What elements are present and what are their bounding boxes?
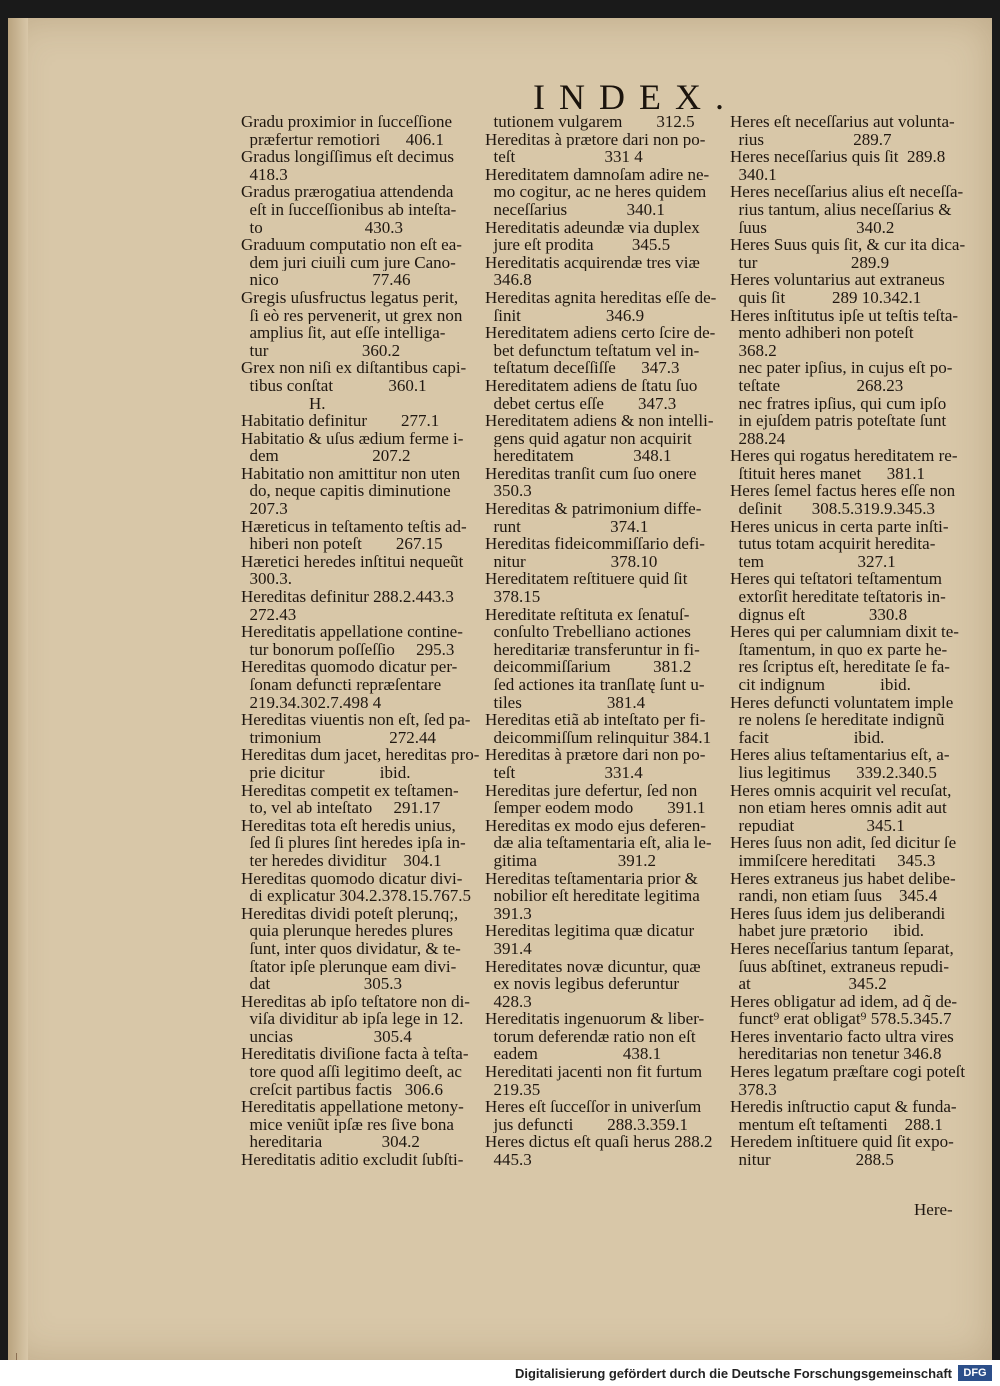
index-line: Hereditatis diviſione facta à teſta- [241,1045,469,1064]
index-line: nec fratres ipſius, qui cum ipſo [730,394,947,413]
index-line: 445.3 [485,1151,532,1169]
index-line: runt 374.1 [485,517,649,536]
index-line: hereditatem 348.1 [485,447,672,465]
index-line: Hereditas ab ipſo teſtatore non di- [241,992,470,1011]
index-line: Gradus longiſſimus eſt decimus [241,148,454,166]
index-line: Hereditati jacenti non fit furtum [485,1063,703,1081]
funding-note: Digitalisierung gefördert durch die Deutsche Forschungsgemeinschaft [514,1366,952,1381]
index-line: nitur 378.10 [485,552,658,571]
index-line: hiberi non poteſt 267.15 [241,535,443,553]
index-line: viſa dividitur ab ipſa lege in 12. [241,1010,464,1028]
index-line: quis ſit 289 10.342.1 [730,288,922,307]
index-line: Heres qui rogatus hereditatem re- [730,447,958,465]
index-line: Hereditas dum jacet, hereditas pro- [241,746,480,764]
index-line: H. [241,394,326,413]
index-line: Heres Suus quis ſit, & cur ita dica- [730,236,966,254]
index-line: Hereditas & patrimonium diffe- [485,500,702,518]
index-line: prie dicitur ibid. [241,763,411,782]
index-line: Habitatio & uſus ædium ferme i- [241,429,464,448]
index-line: ſed actiones ita tranſlatę ſunt u- [485,676,705,694]
index-line: Hereditas definitur 288.2.443.3 [241,588,454,606]
index-line: Heres qui teſtatori teſtamentum [730,570,942,589]
index-line: dem juri ciuili cum jure Cano- [241,253,456,272]
index-line: Hereditates novæ dicuntur, quæ [485,957,701,976]
index-line: res ſcriptus eſt, hereditate ſe fa- [730,658,950,676]
index-line: Heres voluntarius aut extraneus [730,271,945,289]
index-line: nobilior eſt hereditate legitima [485,887,700,905]
index-line: Hereditatem damnoſam adire ne- [485,165,710,184]
page-edge [8,18,28,1360]
index-line: nitur 288.5 [730,1151,894,1169]
index-line: conſulto Trebelliano actiones [485,623,691,641]
index-line: habet jure prætorio ibid. [730,922,925,940]
index-line: ſtator ipſe plerunque eam divi- [241,957,457,976]
index-line: cit indignum ibid. [730,676,911,694]
index-line: Gradus prærogatiua attendenda [241,183,454,201]
index-line: dæ alia teſtamentaria eſt, alia le- [485,834,712,852]
index-line: Hereditas agnita hereditas eſſe de- [485,288,717,307]
index-line: Heres dictus eſt quaſi herus 288.2 [485,1133,713,1152]
index-line: trimonium 272.44 [241,728,437,747]
index-line: Hereditas tranſit cum ſuo onere [485,464,697,483]
index-line: Hereditate reſtituta ex ſenatuſ- [485,605,690,624]
index-line: ſemper eodem modo 391.1 [485,799,706,817]
index-line: repudiat 345.1 [730,816,905,835]
index-line: jure eſt prodita 345.5 [485,236,671,254]
index-line: 300.3. [241,570,292,589]
index-line: extorſit hereditate teſtatoris in- [730,588,946,606]
index-line: Hereditas fideicommiſſario defi- [485,535,705,553]
index-column-2 [485,113,730,1169]
index-line: Heres omnis acquirit vel recuſat, [730,781,952,800]
index-line: Heres extraneus jus habet delibe- [730,869,956,888]
index-line: funct⁹ erat obligat⁹ 578.5.345.7 [730,1010,952,1028]
index-line: facit ibid. [730,728,885,747]
index-line: Hereditatem reſtituere quid ſit [485,570,688,589]
index-line: nec pater ipſius, in cujus eſt po- [730,359,953,377]
index-line: eadem 438.1 [485,1045,662,1064]
index-line: teſt 331.4 [485,763,643,782]
index-line: mice veniũt ipſæ res ſive bona [241,1115,454,1134]
index-line: neceſſarius 340.1 [485,200,665,219]
index-line: mentum eſt teſtamenti 288.1 [730,1115,943,1134]
index-line: Heres eſt ſucceſſor in univerſum [485,1098,702,1116]
index-line: Hereditas quomodo dicatur per- [241,658,458,676]
index-line: Hereditas à prætore dari non po- [485,130,706,149]
index-line: Hereditatis adeundæ via duplex [485,218,700,237]
index-line: tur 289.9 [730,253,890,272]
index-line: Heres obligatur ad idem, ad q̃ de- [730,992,958,1011]
index-line: ſuus abſtinet, extraneus repudi- [730,957,950,976]
index-line: 207.3 [241,500,288,518]
index-line: 418.3 [241,165,288,184]
index-line: quia plerunque heredes plures [241,922,453,940]
index-line: immiſcere hereditati 345.3 [730,851,936,870]
index-line: Heres qui per calumniam dixit te- [730,623,959,641]
index-column-3 [730,113,985,1169]
index-line: ſtituit heres manet 381.1 [730,464,925,483]
index-line: bet defunctum teſtatum vel in- [485,341,700,360]
digitization-footer [0,1360,1000,1386]
index-line: 378.3 [730,1080,777,1099]
index-line: uncias 305.4 [241,1027,412,1046]
index-line: 346.8 [485,271,532,289]
index-line: Hæreticus in teſtamento teſtis ad- [241,517,467,536]
index-line: 391.3 [485,904,532,923]
index-line: Hereditas legitima quæ dicatur [485,922,695,940]
index-line: tur 360.2 [241,341,401,360]
index-line: Heres defuncti voluntatem imple [730,693,954,712]
index-line: tutionem vulgarem 312.5 [485,113,695,131]
running-head: INDEX. [533,77,738,117]
index-line: ſinit 346.9 [485,306,645,325]
index-line: Heres inventario facto ultra vires [730,1027,954,1046]
index-line: Hereditatis ingenuorum & liber- [485,1010,705,1028]
index-line: 219.34.302.7.498 4 [241,693,382,712]
index-line: 350.3 [485,482,532,501]
index-line: Graduum computatio non eſt ea- [241,236,462,254]
catchword: Here- [914,1200,953,1219]
index-line: Heres inſtitutus ipſe ut teſtis teſta- [730,306,959,325]
index-line: deſinit 308.5.319.9.345.3 [730,500,935,518]
index-line: 378.15 [485,588,541,606]
index-line: torum deferendæ ratio non eſt [485,1027,696,1046]
dfg-logo: DFG [958,1365,992,1381]
index-line: Habitatio non amittitur non uten [241,464,461,483]
index-line: Heres neceſſarius alius eſt neceſſa- [730,183,964,201]
index-line: Heres legatum præſtare cogi poteſt [730,1063,966,1081]
index-line: gens quid agatur non acquirit [485,429,692,448]
index-line: Grex non niſi ex diſtantibus capi- [241,359,467,377]
index-line: ſunt, inter quos dividatur, & te- [241,939,461,958]
index-line: hereditaria 304.2 [241,1133,420,1152]
index-line: ſtamentum, in quo ex parte he- [730,640,948,659]
index-line: Hereditas tota eſt heredis unius, [241,816,456,835]
index-line: 368.2 [730,341,777,360]
index-line: Hereditas à prætore dari non po- [485,746,706,764]
index-line: ſi eò res pervenerit, ut grex non [241,306,463,325]
index-line: dat 305.3 [241,975,403,993]
index-line: tore quod aſſi legitimo deeſt, ac [241,1063,462,1081]
index-line: Hereditatem adiens de ſtatu ſuo [485,376,698,395]
index-line: in ejuſdem patris poteſtate ſunt [730,412,947,430]
index-line: to 430.3 [241,218,403,237]
index-line: ſuus 340.2 [730,218,895,237]
index-line: teſt 331 4 [485,148,643,166]
index-line: Hereditatis appellatione metony- [241,1098,464,1116]
index-line: at 345.2 [730,975,887,993]
index-line: Heres ſemel factus heres eſſe non [730,482,956,501]
index-line: to, vel ab inteſtato 291.17 [241,799,441,817]
index-line: teſtatum deceſſiſſe 347.3 [485,359,680,377]
index-line: rius 289.7 [730,130,892,149]
index-line: ſonam defuncti repræſentare [241,676,442,694]
index-line: do, neque capitis diminutione [241,482,451,501]
index-line: randi, non etiam ſuus 345.4 [730,887,938,905]
index-line: re nolens ſe hereditate indignũ [730,711,945,729]
index-line: Hereditas teſtamentaria prior & [485,869,698,888]
index-line: ex novis legibus deferuntur [485,975,680,993]
index-line: 288.24 [730,429,786,448]
index-line: mento adhiberi non poteſt [730,324,914,342]
index-line: 428.3 [485,992,532,1011]
index-line: Heres eſt neceſſarius aut volunta- [730,113,955,131]
index-line: eſt in ſucceſſionibus ab inteſta- [241,200,457,219]
index-line: Hereditas jure defertur, ſed non [485,781,698,800]
index-line: amplius ſit, aut eſſe intelliga- [241,324,446,342]
index-line: Hereditatis aditio excludit ſubſti- [241,1151,464,1169]
index-line: lius legitimus 339.2.340.5 [730,763,937,782]
index-line: hereditarias non tenetur 346.8 [730,1045,942,1064]
index-line: Gregis uſusfructus legatus perit, [241,288,459,307]
index-line: ſed ſi plures ſint heredes ipſa in- [241,834,466,852]
index-line: deicommiſſum relinquitur 384.1 [485,728,712,747]
index-line: 340.1 [730,165,777,184]
index-line: 219.35 [485,1080,541,1099]
index-line: creſcit partibus factis 306.6 [241,1080,444,1099]
index-line: Hereditatem adiens certo ſcire de- [485,324,716,342]
index-line: di explicatur 304.2.378.15.767.5 [241,887,471,905]
index-line: dem 207.2 [241,447,411,465]
book-page [8,18,992,1360]
index-column-1 [241,113,486,1169]
index-line: tibus conſtat 360.1 [241,376,427,395]
index-line: Hereditas ex modo ejus deferen- [485,816,706,835]
index-line: Hereditas etiã ab inteſtato per fi- [485,711,706,729]
index-line: Hereditatem adiens & non intelli- [485,412,714,430]
index-line: rius tantum, alius neceſſarius & [730,200,952,219]
index-line: Heres unicus in certa parte inſti- [730,517,949,536]
index-line: Gradu proximior in ſucceſſione [241,113,453,131]
index-line: Heres ſuus idem jus deliberandi [730,904,946,923]
index-line: tur bonorum poſſeſſio 295.3 [241,640,455,659]
index-line: Hereditatis appellatione contine- [241,623,463,641]
index-line: Hereditas viuentis non eſt, ſed pa- [241,711,471,729]
index-line: præfertur remotiori 406.1 [241,130,445,149]
index-line: Hereditas competit ex teſtamen- [241,781,459,800]
index-line: debet certus eſſe 347.3 [485,394,677,413]
index-line: Hereditas quomodo dicatur divi- [241,869,463,888]
index-line: Heres ſuus non adit, ſed dicitur ſe [730,834,957,852]
index-line: Hæretici heredes inſtitui nequeũt [241,552,464,571]
index-line: Habitatio definitur 277.1 [241,412,440,430]
index-line: Heres neceſſarius tantum ſeparat, [730,939,954,958]
index-line: 272.43 [241,605,297,624]
index-line: hereditariæ transferuntur in fi- [485,640,700,659]
index-line: dignus eſt 330.8 [730,605,908,624]
index-line: 391.4 [485,939,532,958]
index-line: gitima 391.2 [485,851,656,870]
index-line: Heredis inſtructio caput & funda- [730,1098,957,1116]
index-line: Heres alius teſtamentarius eſt, a- [730,746,950,764]
index-line: tiles 381.4 [485,693,646,712]
index-line: Hereditatis acquirendæ tres viæ [485,253,700,272]
index-line: nico 77.46 [241,271,411,289]
index-line: tem 327.1 [730,552,896,571]
index-line: jus defuncti 288.3.359.1 [485,1115,689,1134]
index-line: non etiam heres omnis adit aut [730,799,947,817]
index-line: Heres neceſſarius quis ſit 289.8 [730,148,946,166]
index-line: teſtate 268.23 [730,376,904,395]
index-line: Hereditas dividi poteſt plerunq;, [241,904,459,923]
corner-mark [16,1353,35,1360]
index-line: Heredem inſtituere quid ſit expo- [730,1133,954,1152]
index-line: ter heredes dividitur 304.1 [241,851,442,870]
index-line: tutus totam acquirit heredita- [730,535,936,553]
index-line: mo cogitur, ac ne heres quidem [485,183,707,201]
index-line: deicommiſſarium 381.2 [485,658,692,676]
